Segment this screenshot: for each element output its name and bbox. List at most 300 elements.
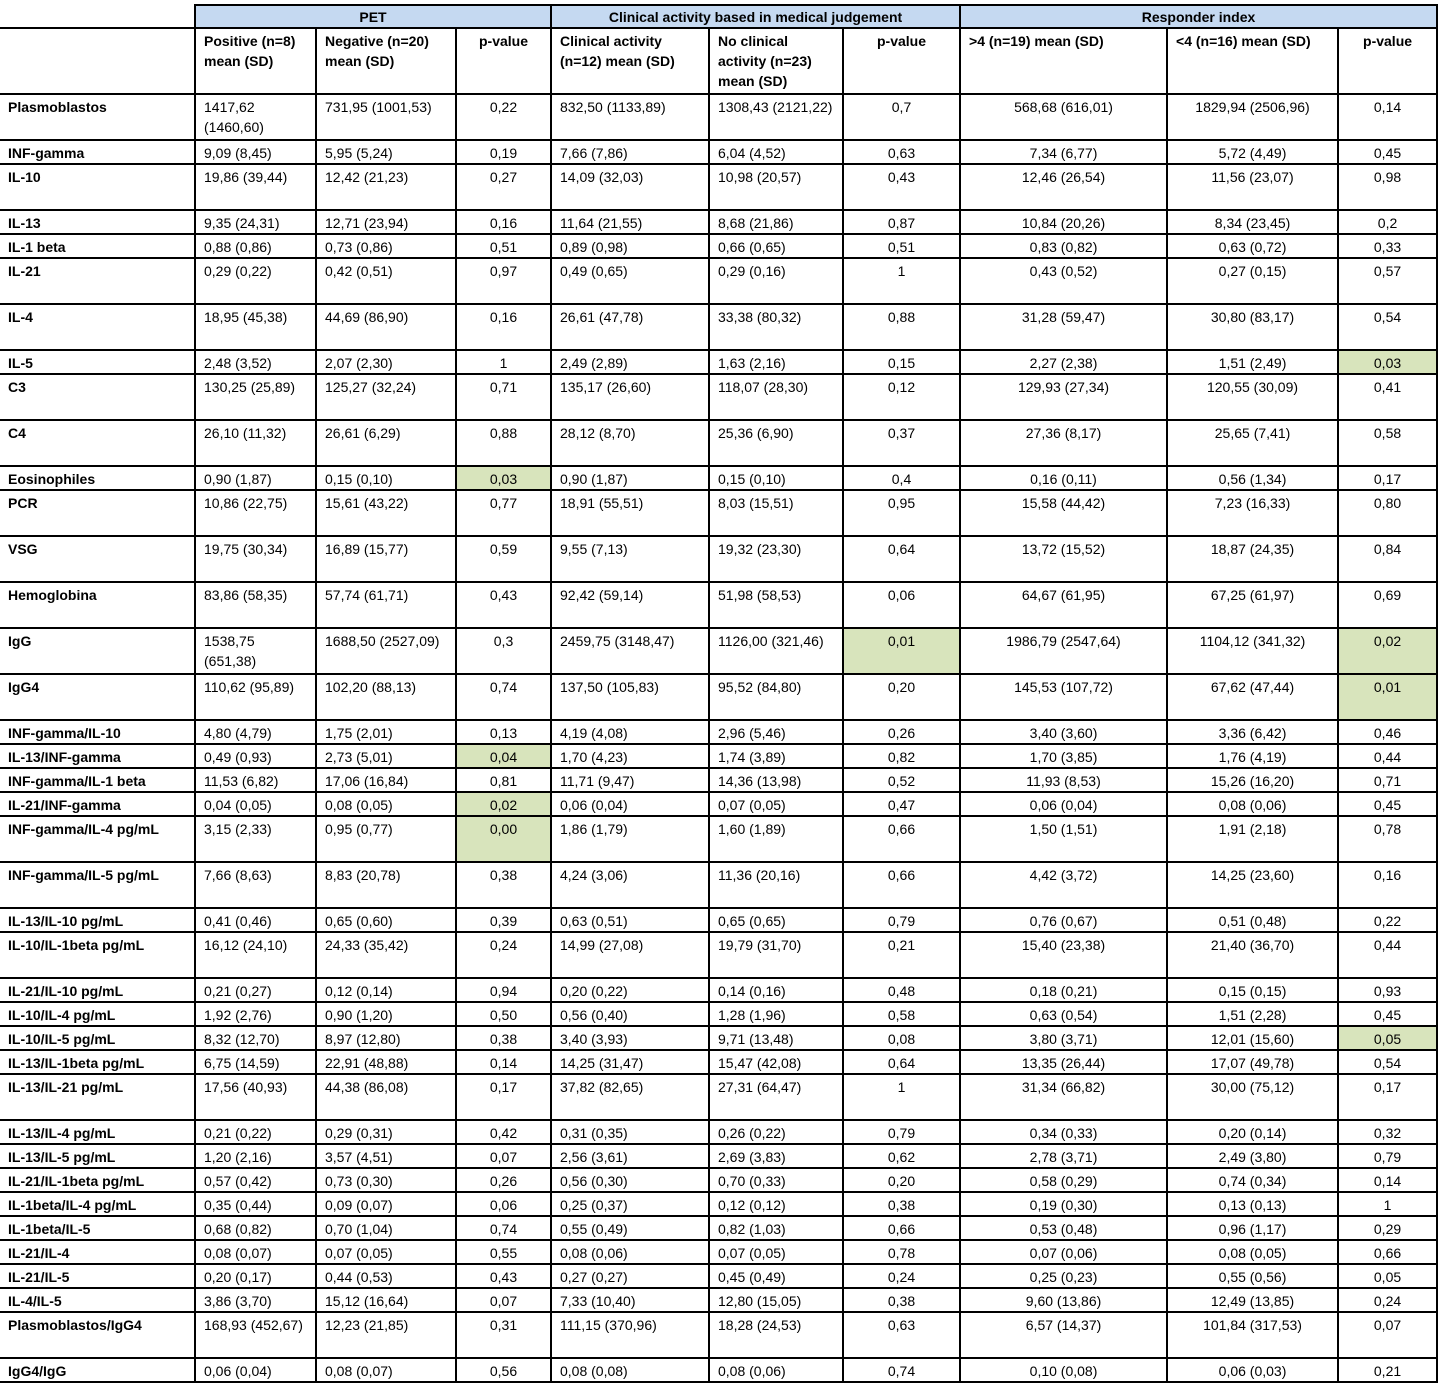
table-row: [0, 1026, 1437, 1050]
p-value-cell: 0,16: [456, 304, 551, 350]
mean-sd-cell: 1986,79 (2547,64): [960, 628, 1167, 674]
mean-sd-cell: 11,93 (8,53): [960, 768, 1167, 792]
mean-sd-cell: 0,90 (1,87): [195, 466, 316, 490]
p-value-cell: 0,17: [1338, 1074, 1437, 1120]
mean-sd-cell: 19,75 (30,34): [195, 536, 316, 582]
mean-sd-cell: 18,28 (24,53): [709, 1312, 843, 1358]
table-row: [0, 1120, 1437, 1144]
mean-sd-cell: 28,12 (8,70): [551, 420, 709, 466]
p-value-cell: 0,16: [456, 210, 551, 234]
p-value-cell: 0,55: [456, 1240, 551, 1264]
p-value-cell: 0,07: [456, 1288, 551, 1312]
mean-sd-cell: 2,49 (3,80): [1167, 1144, 1338, 1168]
table-row: [0, 1144, 1437, 1168]
p-value-cell: 0,44: [1338, 932, 1437, 978]
p-value-cell: 0,32: [1338, 1120, 1437, 1144]
mean-sd-cell: 0,26 (0,22): [709, 1120, 843, 1144]
p-value-cell: 0,80: [1338, 490, 1437, 536]
mean-sd-cell: 7,33 (10,40): [551, 1288, 709, 1312]
row-label: IL-4/IL-5: [0, 1288, 195, 1312]
p-value-cell: 0,08: [843, 1026, 960, 1050]
row-label: IL-10/IL-5 pg/mL: [0, 1026, 195, 1050]
mean-sd-cell: 3,86 (3,70): [195, 1288, 316, 1312]
p-value-cell: 0,04: [456, 744, 551, 768]
mean-sd-cell: 27,36 (8,17): [960, 420, 1167, 466]
p-value-cell: 0,93: [1338, 978, 1437, 1002]
p-value-cell: 0,63: [843, 140, 960, 164]
p-value-cell: 0,01: [1338, 674, 1437, 720]
mean-sd-cell: 0,41 (0,46): [195, 908, 316, 932]
mean-sd-cell: 12,42 (21,23): [316, 164, 456, 210]
mean-sd-cell: 0,08 (0,07): [316, 1358, 456, 1382]
mean-sd-cell: 0,44 (0,53): [316, 1264, 456, 1288]
row-label: Plasmoblastos: [0, 94, 195, 140]
mean-sd-cell: 0,07 (0,05): [316, 1240, 456, 1264]
table-row: [0, 1192, 1437, 1216]
row-label: IL-21/IL-1beta pg/mL: [0, 1168, 195, 1192]
mean-sd-cell: 2,48 (3,52): [195, 350, 316, 374]
row-label: IL-21/INF-gamma: [0, 792, 195, 816]
mean-sd-cell: 0,82 (1,03): [709, 1216, 843, 1240]
mean-sd-cell: 12,49 (13,85): [1167, 1288, 1338, 1312]
mean-sd-cell: 129,93 (27,34): [960, 374, 1167, 420]
p-value-cell: 0,79: [1338, 1144, 1437, 1168]
mean-sd-cell: 135,17 (26,60): [551, 374, 709, 420]
mean-sd-cell: 0,56 (0,40): [551, 1002, 709, 1026]
mean-sd-cell: 2459,75 (3148,47): [551, 628, 709, 674]
p-value-cell: 0,24: [843, 1264, 960, 1288]
mean-sd-cell: 9,60 (13,86): [960, 1288, 1167, 1312]
table-row: [0, 744, 1437, 768]
p-value-cell: 0,2: [1338, 210, 1437, 234]
p-value-cell: 0,13: [456, 720, 551, 744]
p-value-cell: 0,19: [456, 140, 551, 164]
mean-sd-cell: 11,71 (9,47): [551, 768, 709, 792]
table-row: [0, 816, 1437, 862]
p-value-cell: 0,02: [1338, 628, 1437, 674]
mean-sd-cell: 0,29 (0,22): [195, 258, 316, 304]
p-value-cell: 0,79: [843, 908, 960, 932]
mean-sd-cell: 2,69 (3,83): [709, 1144, 843, 1168]
mean-sd-cell: 5,95 (5,24): [316, 140, 456, 164]
mean-sd-cell: 0,70 (1,04): [316, 1216, 456, 1240]
mean-sd-cell: 13,72 (15,52): [960, 536, 1167, 582]
mean-sd-cell: 12,80 (15,05): [709, 1288, 843, 1312]
p-value-cell: 0,66: [843, 1216, 960, 1240]
mean-sd-cell: 137,50 (105,83): [551, 674, 709, 720]
mean-sd-cell: 11,64 (21,55): [551, 210, 709, 234]
mean-sd-cell: 19,86 (39,44): [195, 164, 316, 210]
p-value-cell: 0,33: [1338, 234, 1437, 258]
p-value-cell: 0,03: [1338, 350, 1437, 374]
p-value-cell: 0,54: [1338, 304, 1437, 350]
p-value-cell: 0,14: [1338, 94, 1437, 140]
mean-sd-cell: 1688,50 (2527,09): [316, 628, 456, 674]
mean-sd-cell: 10,84 (20,26): [960, 210, 1167, 234]
mean-sd-cell: 25,65 (7,41): [1167, 420, 1338, 466]
mean-sd-cell: 0,73 (0,86): [316, 234, 456, 258]
p-value-cell: 0,43: [456, 582, 551, 628]
mean-sd-cell: 3,15 (2,33): [195, 816, 316, 862]
mean-sd-cell: 37,82 (82,65): [551, 1074, 709, 1120]
mean-sd-cell: 24,33 (35,42): [316, 932, 456, 978]
row-label: IL-13/INF-gamma: [0, 744, 195, 768]
row-label: IL-13: [0, 210, 195, 234]
p-value-cell: 0,88: [456, 420, 551, 466]
row-label: IL-13/IL-21 pg/mL: [0, 1074, 195, 1120]
mean-sd-cell: 16,12 (24,10): [195, 932, 316, 978]
col-clinical-activity: Clinical activity (n=12) mean (SD): [551, 28, 709, 94]
mean-sd-cell: 14,25 (31,47): [551, 1050, 709, 1074]
mean-sd-cell: 4,42 (3,72): [960, 862, 1167, 908]
mean-sd-cell: 0,07 (0,05): [709, 1240, 843, 1264]
mean-sd-cell: 0,08 (0,06): [709, 1358, 843, 1382]
mean-sd-cell: 64,67 (61,95): [960, 582, 1167, 628]
mean-sd-cell: 0,68 (0,82): [195, 1216, 316, 1240]
p-value-cell: 0,52: [843, 768, 960, 792]
p-value-cell: 0,58: [1338, 420, 1437, 466]
p-value-cell: 1: [1338, 1192, 1437, 1216]
p-value-cell: 0,21: [843, 932, 960, 978]
mean-sd-cell: 4,80 (4,79): [195, 720, 316, 744]
mean-sd-cell: 120,55 (30,09): [1167, 374, 1338, 420]
p-value-cell: 0,17: [456, 1074, 551, 1120]
p-value-cell: 0,45: [1338, 792, 1437, 816]
p-value-cell: 0,71: [1338, 768, 1437, 792]
mean-sd-cell: 6,04 (4,52): [709, 140, 843, 164]
mean-sd-cell: 1104,12 (341,32): [1167, 628, 1338, 674]
p-value-cell: 0,81: [456, 768, 551, 792]
row-label: IgG4: [0, 674, 195, 720]
p-value-cell: 0,03: [456, 466, 551, 490]
mean-sd-cell: 0,25 (0,23): [960, 1264, 1167, 1288]
row-label: IL-10/IL-1beta pg/mL: [0, 932, 195, 978]
mean-sd-cell: 13,35 (26,44): [960, 1050, 1167, 1074]
p-value-cell: 0,69: [1338, 582, 1437, 628]
mean-sd-cell: 1538,75 (651,38): [195, 628, 316, 674]
mean-sd-cell: 0,20 (0,17): [195, 1264, 316, 1288]
mean-sd-cell: 101,84 (317,53): [1167, 1312, 1338, 1358]
mean-sd-cell: 2,56 (3,61): [551, 1144, 709, 1168]
p-value-cell: 0,38: [456, 862, 551, 908]
p-value-cell: 0,24: [1338, 1288, 1437, 1312]
mean-sd-cell: 18,87 (24,35): [1167, 536, 1338, 582]
mean-sd-cell: 3,80 (3,71): [960, 1026, 1167, 1050]
table-row: [0, 536, 1437, 582]
p-value-cell: 0,01: [843, 628, 960, 674]
row-label: IL-21/IL-4: [0, 1240, 195, 1264]
table-row: [0, 1002, 1437, 1026]
table-row: [0, 140, 1437, 164]
mean-sd-cell: 0,16 (0,11): [960, 466, 1167, 490]
mean-sd-cell: 6,57 (14,37): [960, 1312, 1167, 1358]
mean-sd-cell: 0,63 (0,72): [1167, 234, 1338, 258]
p-value-cell: 0,24: [456, 932, 551, 978]
row-label: IL-10/IL-4 pg/mL: [0, 1002, 195, 1026]
subheader-row: [0, 28, 1437, 94]
p-value-cell: 0,43: [843, 164, 960, 210]
mean-sd-cell: 3,57 (4,51): [316, 1144, 456, 1168]
mean-sd-cell: 26,61 (6,29): [316, 420, 456, 466]
group-clinical-activity: Clinical activity based in medical judgement: [551, 5, 960, 28]
col-responder-pvalue: p-value: [1338, 28, 1437, 94]
mean-sd-cell: 0,55 (0,49): [551, 1216, 709, 1240]
mean-sd-cell: 21,40 (36,70): [1167, 932, 1338, 978]
p-value-cell: 0,22: [456, 94, 551, 140]
mean-sd-cell: 19,79 (31,70): [709, 932, 843, 978]
mean-sd-cell: 111,15 (370,96): [551, 1312, 709, 1358]
p-value-cell: 0,51: [456, 234, 551, 258]
mean-sd-cell: 731,95 (1001,53): [316, 94, 456, 140]
mean-sd-cell: 18,91 (55,51): [551, 490, 709, 536]
mean-sd-cell: 7,23 (16,33): [1167, 490, 1338, 536]
p-value-cell: 0,31: [456, 1312, 551, 1358]
mean-sd-cell: 0,58 (0,29): [960, 1168, 1167, 1192]
mean-sd-cell: 7,34 (6,77): [960, 140, 1167, 164]
mean-sd-cell: 1,51 (2,28): [1167, 1002, 1338, 1026]
table-row: [0, 350, 1437, 374]
mean-sd-cell: 0,31 (0,35): [551, 1120, 709, 1144]
row-label: IL-1beta/IL-5: [0, 1216, 195, 1240]
mean-sd-cell: 1,50 (1,51): [960, 816, 1167, 862]
col-responder-lt4: <4 (n=16) mean (SD): [1167, 28, 1338, 94]
row-label: INF-gamma/IL-4 pg/mL: [0, 816, 195, 862]
p-value-cell: 0,94: [456, 978, 551, 1002]
p-value-cell: 0,22: [1338, 908, 1437, 932]
mean-sd-cell: 125,27 (32,24): [316, 374, 456, 420]
mean-sd-cell: 15,58 (44,42): [960, 490, 1167, 536]
mean-sd-cell: 11,53 (6,82): [195, 768, 316, 792]
mean-sd-cell: 9,71 (13,48): [709, 1026, 843, 1050]
mean-sd-cell: 1,86 (1,79): [551, 816, 709, 862]
mean-sd-cell: 0,90 (1,87): [551, 466, 709, 490]
table-row: [0, 1240, 1437, 1264]
mean-sd-cell: 15,47 (42,08): [709, 1050, 843, 1074]
row-label: PCR: [0, 490, 195, 536]
mean-sd-cell: 26,61 (47,78): [551, 304, 709, 350]
p-value-cell: 0,26: [456, 1168, 551, 1192]
mean-sd-cell: 0,90 (1,20): [316, 1002, 456, 1026]
p-value-cell: 0,41: [1338, 374, 1437, 420]
mean-sd-cell: 18,95 (45,38): [195, 304, 316, 350]
row-label: IL-1 beta: [0, 234, 195, 258]
p-value-cell: 0,4: [843, 466, 960, 490]
mean-sd-cell: 0,66 (0,65): [709, 234, 843, 258]
mean-sd-cell: 0,51 (0,48): [1167, 908, 1338, 932]
row-label: IL-10: [0, 164, 195, 210]
mean-sd-cell: 0,27 (0,27): [551, 1264, 709, 1288]
p-value-cell: 0,78: [1338, 816, 1437, 862]
p-value-cell: 0,00: [456, 816, 551, 862]
mean-sd-cell: 25,36 (6,90): [709, 420, 843, 466]
table-row: [0, 1074, 1437, 1120]
mean-sd-cell: 0,15 (0,15): [1167, 978, 1338, 1002]
p-value-cell: 0,98: [1338, 164, 1437, 210]
row-label: IL-21/IL-10 pg/mL: [0, 978, 195, 1002]
p-value-cell: 0,48: [843, 978, 960, 1002]
table-row: [0, 304, 1437, 350]
mean-sd-cell: 1,70 (4,23): [551, 744, 709, 768]
p-value-cell: 0,50: [456, 1002, 551, 1026]
table-row: [0, 908, 1437, 932]
mean-sd-cell: 0,12 (0,12): [709, 1192, 843, 1216]
row-label: IL-13/IL-10 pg/mL: [0, 908, 195, 932]
p-value-cell: 0,02: [456, 792, 551, 816]
p-value-cell: 0,78: [843, 1240, 960, 1264]
mean-sd-cell: 14,99 (27,08): [551, 932, 709, 978]
table-row: [0, 1312, 1437, 1358]
row-label: Hemoglobina: [0, 582, 195, 628]
mean-sd-cell: 14,36 (13,98): [709, 768, 843, 792]
p-value-cell: 0,56: [456, 1358, 551, 1382]
mean-sd-cell: 1,74 (3,89): [709, 744, 843, 768]
mean-sd-cell: 0,63 (0,51): [551, 908, 709, 932]
mean-sd-cell: 10,98 (20,57): [709, 164, 843, 210]
mean-sd-cell: 0,10 (0,08): [960, 1358, 1167, 1382]
mean-sd-cell: 0,65 (0,65): [709, 908, 843, 932]
mean-sd-cell: 0,08 (0,06): [551, 1240, 709, 1264]
p-value-cell: 0,07: [456, 1144, 551, 1168]
mean-sd-cell: 5,72 (4,49): [1167, 140, 1338, 164]
mean-sd-cell: 0,42 (0,51): [316, 258, 456, 304]
p-value-cell: 0,27: [456, 164, 551, 210]
mean-sd-cell: 15,61 (43,22): [316, 490, 456, 536]
mean-sd-cell: 0,08 (0,05): [1167, 1240, 1338, 1264]
p-value-cell: 0,95: [843, 490, 960, 536]
p-value-cell: 0,14: [1338, 1168, 1437, 1192]
p-value-cell: 0,42: [456, 1120, 551, 1144]
p-value-cell: 0,37: [843, 420, 960, 466]
mean-sd-cell: 0,35 (0,44): [195, 1192, 316, 1216]
mean-sd-cell: 0,15 (0,10): [316, 466, 456, 490]
p-value-cell: 1: [843, 1074, 960, 1120]
mean-sd-cell: 832,50 (1133,89): [551, 94, 709, 140]
p-value-cell: 0,87: [843, 210, 960, 234]
mean-sd-cell: 110,62 (95,89): [195, 674, 316, 720]
p-value-cell: 0,66: [1338, 1240, 1437, 1264]
p-value-cell: 0,64: [843, 1050, 960, 1074]
mean-sd-cell: 0,12 (0,14): [316, 978, 456, 1002]
mean-sd-cell: 0,06 (0,04): [551, 792, 709, 816]
mean-sd-cell: 0,73 (0,30): [316, 1168, 456, 1192]
p-value-cell: 0,74: [456, 1216, 551, 1240]
p-value-cell: 0,88: [843, 304, 960, 350]
mean-sd-cell: 16,89 (15,77): [316, 536, 456, 582]
mean-sd-cell: 4,19 (4,08): [551, 720, 709, 744]
p-value-cell: 0,3: [456, 628, 551, 674]
mean-sd-cell: 0,70 (0,33): [709, 1168, 843, 1192]
p-value-cell: 0,71: [456, 374, 551, 420]
p-value-cell: 0,20: [843, 674, 960, 720]
p-value-cell: 0,44: [1338, 744, 1437, 768]
mean-sd-cell: 1,60 (1,89): [709, 816, 843, 862]
mean-sd-cell: 33,38 (80,32): [709, 304, 843, 350]
mean-sd-cell: 3,40 (3,93): [551, 1026, 709, 1050]
mean-sd-cell: 1126,00 (321,46): [709, 628, 843, 674]
col-pet-negative: Negative (n=20) mean (SD): [316, 28, 456, 94]
mean-sd-cell: 26,10 (11,32): [195, 420, 316, 466]
mean-sd-cell: 0,49 (0,65): [551, 258, 709, 304]
p-value-cell: 0,77: [456, 490, 551, 536]
col-pet-positive: Positive (n=8) mean (SD): [195, 28, 316, 94]
row-label: IL-13/IL-5 pg/mL: [0, 1144, 195, 1168]
mean-sd-cell: 15,12 (16,64): [316, 1288, 456, 1312]
row-label: INF-gamma/IL-10: [0, 720, 195, 744]
table-row: [0, 1358, 1437, 1382]
p-value-cell: 0,45: [1338, 140, 1437, 164]
table-row: [0, 1216, 1437, 1240]
p-value-cell: 0,05: [1338, 1264, 1437, 1288]
results-table: [0, 4, 1438, 1383]
col-no-clinical-activity: No clinical activity (n=23) mean (SD): [709, 28, 843, 94]
mean-sd-cell: 1829,94 (2506,96): [1167, 94, 1338, 140]
table-row: [0, 768, 1437, 792]
mean-sd-cell: 11,36 (20,16): [709, 862, 843, 908]
mean-sd-cell: 130,25 (25,89): [195, 374, 316, 420]
mean-sd-cell: 3,40 (3,60): [960, 720, 1167, 744]
table-row: [0, 674, 1437, 720]
p-value-cell: 0,64: [843, 536, 960, 582]
mean-sd-cell: 7,66 (7,86): [551, 140, 709, 164]
p-value-cell: 0,20: [843, 1168, 960, 1192]
mean-sd-cell: 1,28 (1,96): [709, 1002, 843, 1026]
table-row: [0, 210, 1437, 234]
mean-sd-cell: 0,14 (0,16): [709, 978, 843, 1002]
p-value-cell: 1: [456, 350, 551, 374]
mean-sd-cell: 12,46 (26,54): [960, 164, 1167, 210]
p-value-cell: 0,38: [843, 1288, 960, 1312]
mean-sd-cell: 0,07 (0,06): [960, 1240, 1167, 1264]
mean-sd-cell: 2,27 (2,38): [960, 350, 1167, 374]
mean-sd-cell: 0,08 (0,06): [1167, 792, 1338, 816]
p-value-cell: 0,06: [843, 582, 960, 628]
mean-sd-cell: 17,56 (40,93): [195, 1074, 316, 1120]
mean-sd-cell: 0,20 (0,22): [551, 978, 709, 1002]
mean-sd-cell: 15,40 (23,38): [960, 932, 1167, 978]
mean-sd-cell: 0,18 (0,21): [960, 978, 1167, 1002]
row-label: INF-gamma/IL-1 beta: [0, 768, 195, 792]
mean-sd-cell: 0,04 (0,05): [195, 792, 316, 816]
mean-sd-cell: 0,29 (0,31): [316, 1120, 456, 1144]
mean-sd-cell: 1,76 (4,19): [1167, 744, 1338, 768]
row-label: C3: [0, 374, 195, 420]
p-value-cell: 0,38: [456, 1026, 551, 1050]
mean-sd-cell: 0,89 (0,98): [551, 234, 709, 258]
p-value-cell: 0,74: [456, 674, 551, 720]
mean-sd-cell: 1308,43 (2121,22): [709, 94, 843, 140]
p-value-cell: 0,58: [843, 1002, 960, 1026]
table-row: [0, 466, 1437, 490]
p-value-cell: 0,16: [1338, 862, 1437, 908]
mean-sd-cell: 1,63 (2,16): [709, 350, 843, 374]
mean-sd-cell: 1,70 (3,85): [960, 744, 1167, 768]
mean-sd-cell: 1,75 (2,01): [316, 720, 456, 744]
mean-sd-cell: 2,49 (2,89): [551, 350, 709, 374]
p-value-cell: 0,7: [843, 94, 960, 140]
mean-sd-cell: 0,83 (0,82): [960, 234, 1167, 258]
row-label: IL-21: [0, 258, 195, 304]
table-row: [0, 164, 1437, 210]
mean-sd-cell: 0,19 (0,30): [960, 1192, 1167, 1216]
mean-sd-cell: 92,42 (59,14): [551, 582, 709, 628]
mean-sd-cell: 12,01 (15,60): [1167, 1026, 1338, 1050]
mean-sd-cell: 27,31 (64,47): [709, 1074, 843, 1120]
mean-sd-cell: 9,35 (24,31): [195, 210, 316, 234]
col-responder-gt4: >4 (n=19) mean (SD): [960, 28, 1167, 94]
mean-sd-cell: 31,34 (66,82): [960, 1074, 1167, 1120]
row-label: C4: [0, 420, 195, 466]
table-row: [0, 862, 1437, 908]
